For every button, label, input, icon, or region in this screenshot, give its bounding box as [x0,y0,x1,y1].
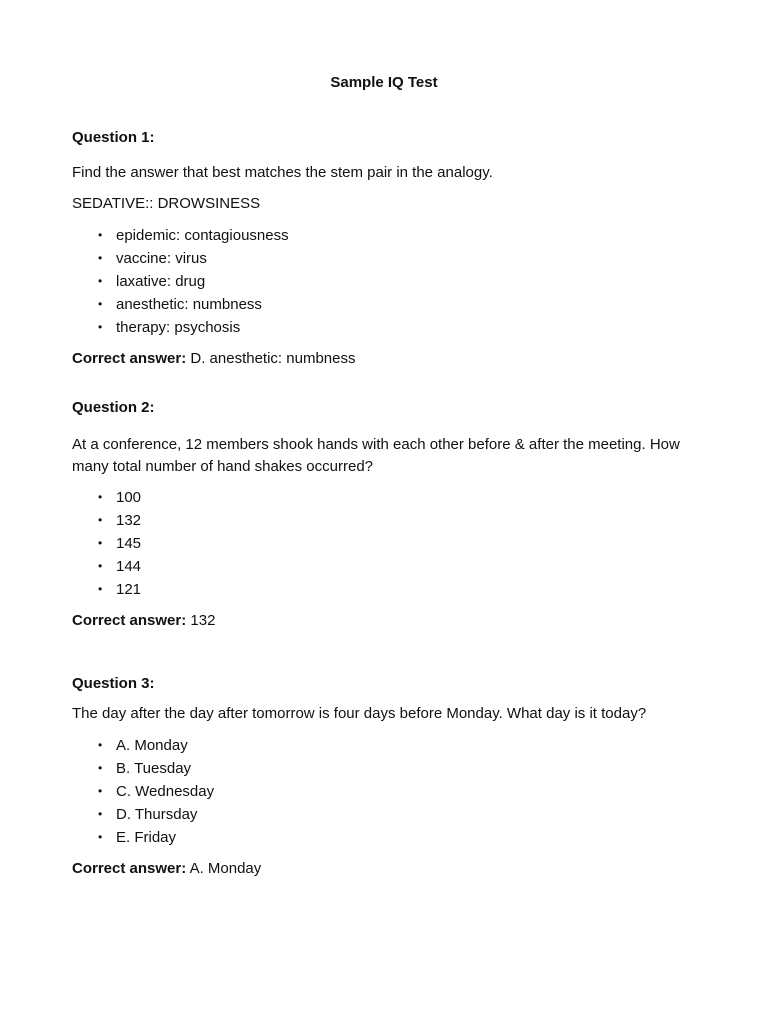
list-item: • epidemic: contagiousness [72,224,702,247]
list-item: • A. Monday [72,734,702,757]
question-2-prompt: At a conference, 12 members shook hands with each other before & after the meeting. How many total number of hand shakes occurred? [72,436,680,475]
question-3-prompt: The day after the day after tomorrow is four days before Monday. What day is it today? [72,705,647,722]
list-item: • C. Wednesday [72,780,702,803]
bullet-icon: • [98,274,103,288]
bullet-icon: • [98,830,103,844]
question-heading [72,674,702,694]
question-1-answer [72,349,702,369]
correct-answer-value: 132 [190,612,216,629]
question-2-answer [72,611,702,631]
question-1-stem: SEDATIVE:: DROWSINESS [72,195,261,212]
question-1-options [72,224,702,339]
question-3-heading: Question 3: [72,675,155,692]
bullet-icon: • [98,738,103,752]
correct-answer-label: Correct answer: [72,612,187,629]
bullet-icon: • [98,761,103,775]
question-3-prompt-block [72,704,702,724]
question-2-options [72,486,702,601]
correct-answer-value: D. anesthetic: numbness [190,350,356,367]
list-item: • 121 [72,578,702,601]
bullet-icon: • [98,807,103,821]
list-item: • 144 [72,555,702,578]
list-item: • vaccine: virus [72,247,702,270]
bullet-icon: • [98,228,103,242]
question-2-heading: Question 2: [72,399,155,416]
bullet-icon: • [98,490,103,504]
list-item: • D. Thursday [72,803,702,826]
bullet-icon: • [98,251,103,265]
list-item: • E. Friday [72,826,702,849]
question-1-stem-block [72,194,702,214]
bullet-icon: • [98,559,103,573]
list-item: • B. Tuesday [72,757,702,780]
question-1-prompt: Find the answer that best matches the stem pair in the analogy. [72,164,493,181]
list-item: • 100 [72,486,702,509]
question-heading [72,128,702,148]
list-item: • laxative: drug [72,270,702,293]
bullet-icon: • [98,784,103,798]
question-2-prompt-block [72,434,702,478]
question-3-options [72,734,702,849]
correct-answer-label: Correct answer: [72,860,187,877]
page-title: Sample IQ Test [330,74,438,91]
list-item: • 145 [72,532,702,555]
question-3-answer [72,859,702,879]
correct-answer-value: A. Monday [189,860,262,877]
list-item: • anesthetic: numbness [72,293,702,316]
bullet-icon: • [98,536,103,550]
bullet-icon: • [98,320,103,334]
list-item: • 132 [72,509,702,532]
list-item: • therapy: psychosis [72,316,702,339]
bullet-icon: • [98,297,103,311]
question-1-heading: Question 1: [72,129,155,146]
correct-answer-label: Correct answer: [72,350,187,367]
bullet-icon: • [98,582,103,596]
question-heading [72,398,702,418]
bullet-icon: • [98,513,103,527]
question-1-prompt-block [72,163,702,183]
